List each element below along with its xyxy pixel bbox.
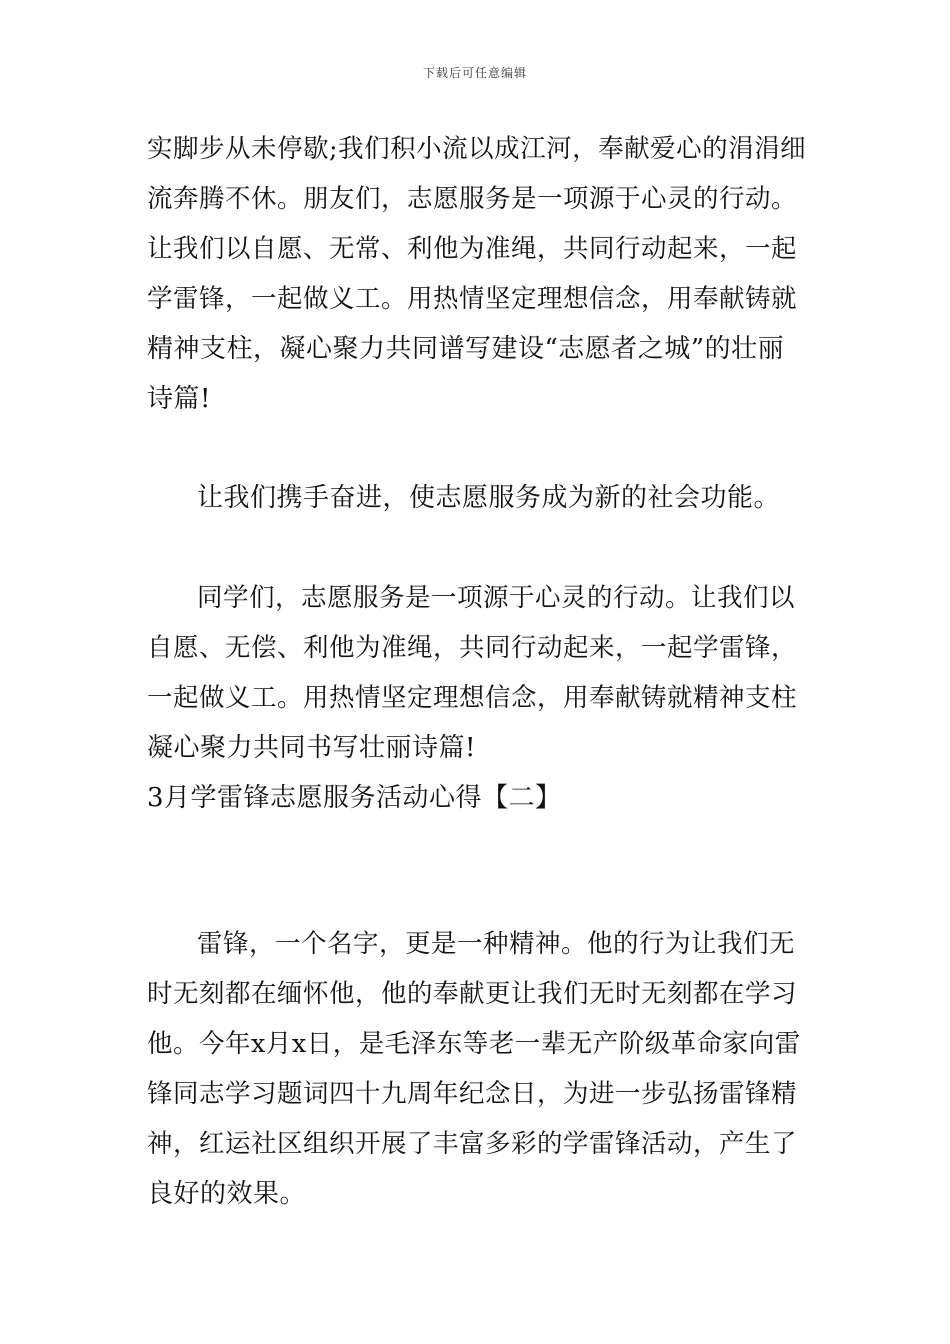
paragraph-1-line-3: 让我们以自愿、无常、利他为准绳，共同行动起来，一起 xyxy=(147,234,798,264)
paragraph-1-line-6: 诗篇! xyxy=(147,384,211,414)
paragraph-4-line-6: 良好的效果。 xyxy=(147,1179,307,1209)
section-title: 3月学雷锋志愿服务活动心得【二】 xyxy=(147,783,562,813)
paragraph-4-line-1: 雷锋，一个名字，更是一种精神。他的行为让我们无 xyxy=(197,929,796,959)
paragraph-2-line-1: 让我们携手奋进，使志愿服务成为新的社会功能。 xyxy=(197,483,781,513)
paragraph-1-line-1: 实脚步从未停歇;我们积小流以成江河，奉献爱心的涓涓细 xyxy=(147,134,807,164)
paragraph-1-line-5: 精神支柱，凝心聚力共同谱写建设“志愿者之城”的壮丽 xyxy=(147,334,785,364)
paragraph-1-line-4: 学雷锋，一起做义工。用热情坚定理想信念，用奉献铸就 xyxy=(147,284,798,314)
paragraph-4-line-4: 锋同志学习题词四十九周年纪念日，为进一步弘扬雷锋精 xyxy=(147,1079,798,1109)
paragraph-4-line-2: 时无刻都在缅怀他，他的奉献更让我们无时无刻都在学习 xyxy=(147,979,798,1009)
page-header: 下载后可任意编辑 xyxy=(422,66,527,80)
paragraph-4-line-5: 神，红运社区组织开展了丰富多彩的学雷锋活动，产生了 xyxy=(147,1129,798,1159)
paragraph-3-line-2: 自愿、无偿、利他为准绳，共同行动起来，一起学雷锋， xyxy=(147,633,798,663)
paragraph-3-line-4: 凝心聚力共同书写壮丽诗篇! xyxy=(147,733,476,763)
paragraph-3-line-1: 同学们，志愿服务是一项源于心灵的行动。让我们以 xyxy=(197,583,796,613)
paragraph-4-line-3: 他。今年x月x日，是毛泽东等老一辈无产阶级革命家向雷 xyxy=(147,1029,801,1059)
paragraph-1-line-2: 流奔腾不休。朋友们，志愿服务是一项源于心灵的行动。 xyxy=(147,184,798,214)
paragraph-3-line-3: 一起做义工。用热情坚定理想信念，用奉献铸就精神支柱 xyxy=(147,683,798,713)
